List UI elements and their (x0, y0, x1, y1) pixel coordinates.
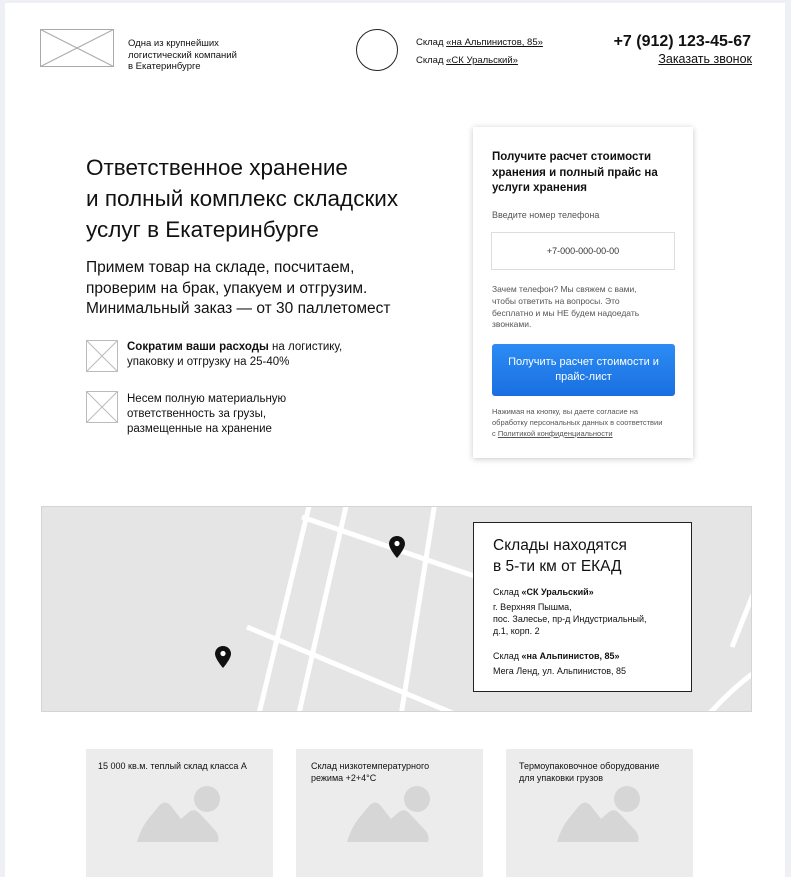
map-marker-icon[interactable] (389, 536, 405, 558)
service-card-cold-warehouse[interactable]: Склад низкотемпературного режима +2+4°С (296, 749, 483, 877)
callback-link[interactable]: Заказать звонок (658, 52, 752, 66)
feature-cost-reduction: Сократим ваши расходы на логистику, упаковку и отгрузку на 25-40% (127, 341, 343, 368)
header-warehouse-alpinistov: Склад «на Альпинистов, 85» (416, 37, 543, 48)
hero-title: Ответственное хранение и полный комплекс складских услуг в Екатеринбурге (86, 155, 399, 242)
phone-usage-note: Зачем телефон? Мы свяжем с вами, чтобы ответить на вопросы. Это бесплатно и мы НЕ будем надоедать звонками. (492, 284, 640, 330)
map-warehouse-uralsky: Склад «СК Уральский» г. Верхняя Пышма, пос. Залесье, пр-д Индустриальный, д.1, корп. 2 (493, 587, 647, 636)
map-marker-icon[interactable] (215, 646, 231, 668)
map-title: Склады находятся в 5-ти км от ЕКАД (493, 537, 627, 575)
phone-field-label: Введите номер телефона (492, 210, 600, 220)
header-warehouse-uralsky: Склад «СК Уральский» (416, 55, 518, 66)
feature-image-placeholder (86, 391, 118, 423)
hero-subtitle: Примем товар на складе, посчитаем, проверим на брак, упакуем и отгрузим. Минимальный заказ — от 30 паллетомест (86, 259, 391, 317)
service-card-thermo-packing[interactable]: Термоупаковочное оборудование для упаковки грузов (506, 749, 693, 877)
image-placeholder-icon (557, 786, 641, 846)
consent-text: Нажимая на кнопку, вы даете согласие на обработку персональных данных в соответствии с Политикой конфиденциальности (492, 407, 663, 438)
location-circle-icon (356, 29, 398, 71)
service-card-warm-warehouse[interactable]: 15 000 кв.м. теплый склад класса А (86, 749, 273, 877)
phone-number[interactable]: +7 (912) 123-45-67 (613, 33, 751, 50)
warehouse-alpinistov-link[interactable]: «на Альпинистов, 85» (446, 37, 543, 48)
image-placeholder-icon (137, 786, 221, 846)
feature-image-placeholder (86, 340, 118, 372)
feature-liability: Несем полную материальную ответственность за грузы, размещенные на хранение (127, 393, 287, 435)
company-tagline: Одна из крупнейших логистический компаний в Екатеринбурге (128, 38, 237, 72)
phone-input[interactable] (491, 232, 675, 270)
get-price-button[interactable]: Получить расчет стоимости и прайс-лист (492, 344, 675, 396)
warehouses-info-panel (473, 522, 692, 692)
form-title: Получите расчет стоимости хранения и полный прайс на услуги хранения (492, 151, 658, 194)
warehouse-uralsky-link[interactable]: «СК Уральский» (446, 55, 518, 66)
image-placeholder-icon (347, 786, 431, 846)
logo-placeholder[interactable] (40, 29, 114, 67)
price-request-form (473, 127, 693, 458)
map-warehouse-alpinistov: Склад «на Альпинистов, 85» Мега Ленд, ул. Альпинистов, 85 (493, 651, 627, 676)
privacy-policy-link[interactable]: Политикой конфиденциальности (497, 428, 613, 438)
